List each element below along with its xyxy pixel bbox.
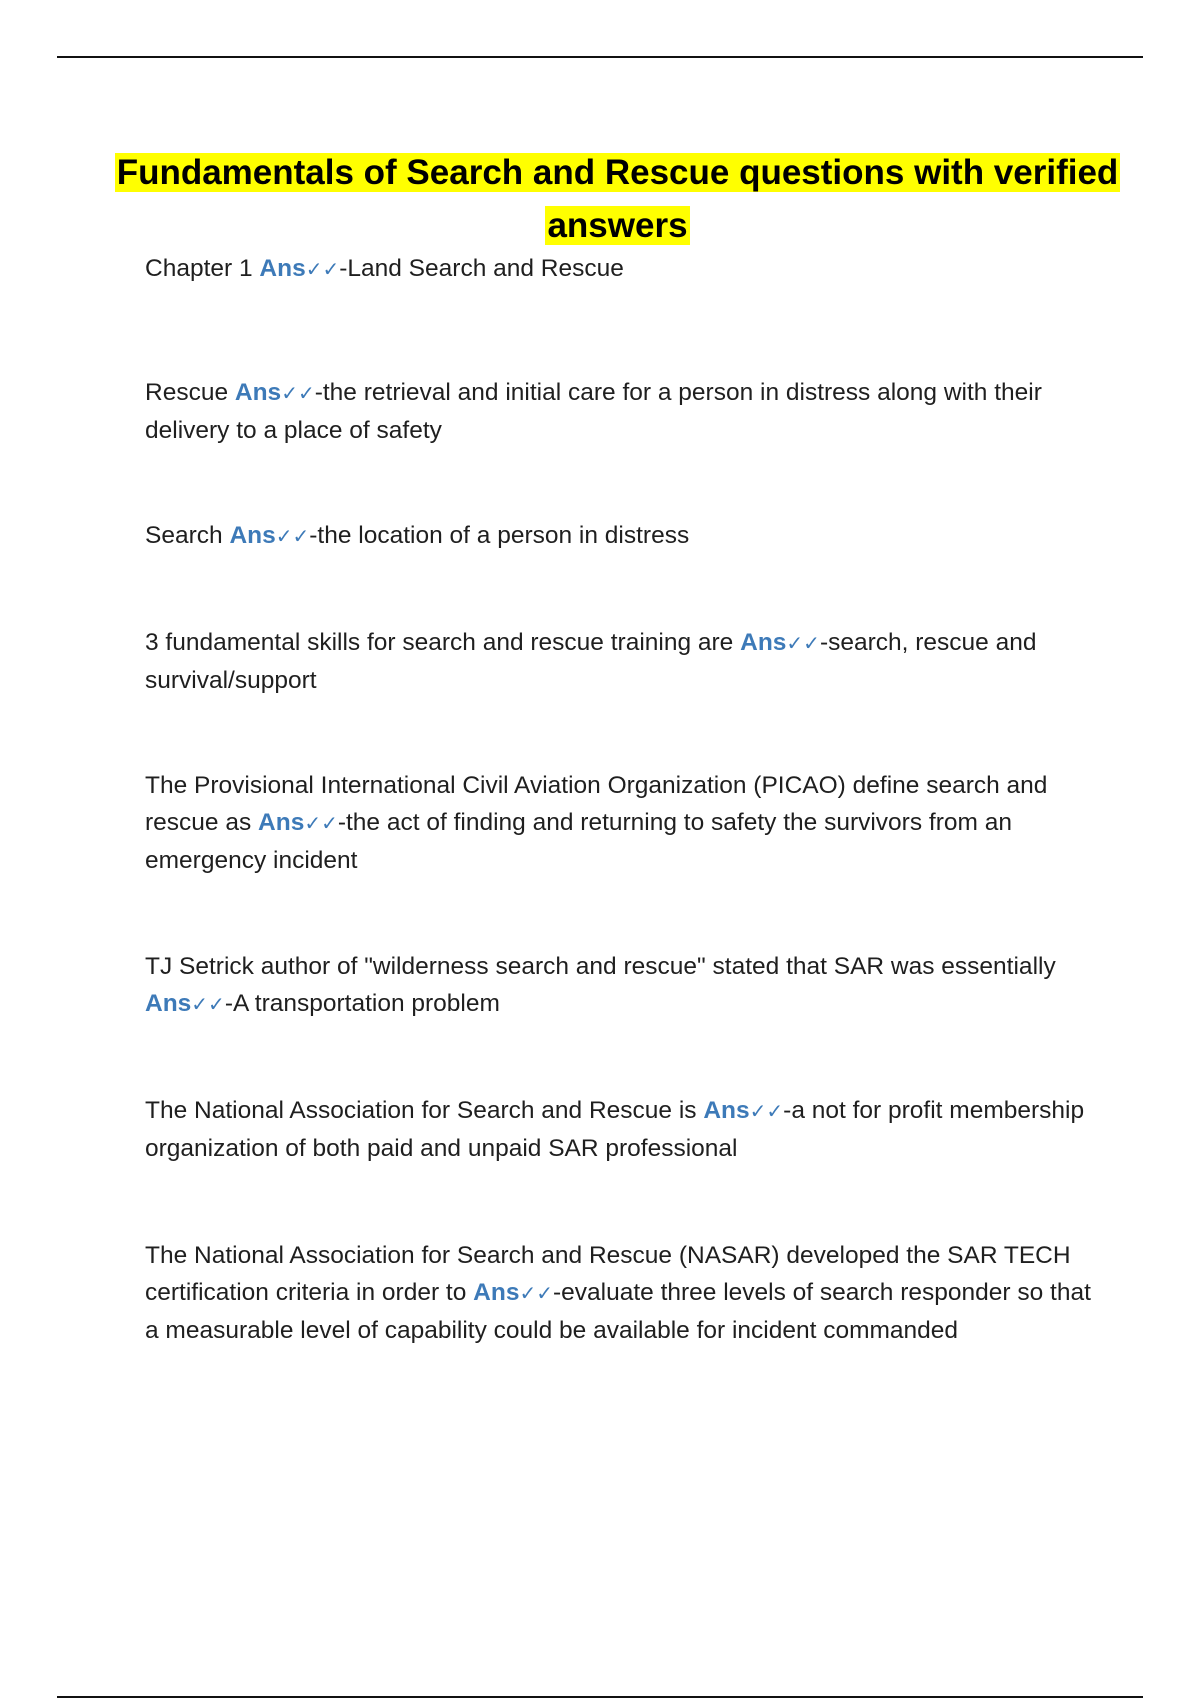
- qa-item-6: [145, 948, 1095, 1023]
- answer-text: -Land Search and Rescue: [339, 255, 624, 282]
- qa-item-2: [145, 374, 1095, 449]
- ans-label: Ans: [703, 1097, 750, 1124]
- check-icon: ✓✓: [305, 257, 340, 281]
- ans-label: Ans: [259, 255, 306, 282]
- answer-text: -evaluate three levels of search responder so that a measurable level of capability could be available for incident commanded: [145, 1279, 1091, 1344]
- check-icon: ✓✓: [191, 992, 225, 1016]
- answer-text: -search, rescue and survival/support: [145, 629, 1037, 694]
- question-text: 3 fundamental skills for search and rescue training are: [145, 629, 741, 656]
- question-text: Chapter 1: [145, 255, 260, 282]
- answer-text: -the location of a person in distress: [309, 522, 690, 549]
- ans-label: Ans: [229, 522, 276, 549]
- top-rule: [57, 56, 1143, 58]
- check-icon: ✓✓: [786, 631, 820, 655]
- qa-item-7: [145, 1092, 1095, 1167]
- check-icon: ✓✓: [519, 1281, 553, 1305]
- title-highlight: Fundamentals of Search and Rescue questions with verified answers: [116, 153, 1119, 245]
- answer-text: -a not for profit membership organization of both paid and unpaid SAR professional: [145, 1097, 1085, 1162]
- question-text: The National Association for Search and Rescue is: [145, 1097, 704, 1124]
- check-icon: ✓✓: [304, 811, 338, 835]
- qa-item-4: [145, 624, 1095, 699]
- qa-item-8: [145, 1237, 1095, 1349]
- check-icon: ✓✓: [275, 524, 310, 548]
- ans-label: Ans: [145, 990, 192, 1017]
- document-title: [100, 146, 1135, 252]
- ans-label: Ans: [234, 379, 282, 406]
- answer-text: -the act of finding and returning to safety the survivors from an emergency incident: [145, 809, 1012, 874]
- ans-label: Ans: [473, 1279, 520, 1306]
- qa-item-5: [145, 767, 1095, 879]
- bottom-rule: [57, 1696, 1143, 1698]
- ans-label: Ans: [258, 809, 305, 836]
- question-text: Rescue: [145, 379, 235, 406]
- ans-label: Ans: [740, 629, 787, 656]
- answer-text: -the retrieval and initial care for a person in distress along with their delivery to a place of safety: [145, 379, 1042, 444]
- answer-text: -A transportation problem: [224, 990, 500, 1017]
- check-icon: ✓✓: [749, 1099, 784, 1123]
- qa-item-1: [145, 250, 1095, 288]
- question-text: The Provisional International Civil Aviation Organization (PICAO) define search and rescue as: [145, 772, 1048, 836]
- question-text: Search: [145, 522, 230, 549]
- check-icon: ✓✓: [281, 381, 315, 405]
- question-text: TJ Setrick author of "wilderness search and rescue" stated that SAR was essentially: [145, 953, 1056, 980]
- question-text: The National Association for Search and Rescue (NASAR) developed the SAR TECH certification criteria in order to: [145, 1242, 1071, 1306]
- qa-item-3: [145, 517, 1095, 555]
